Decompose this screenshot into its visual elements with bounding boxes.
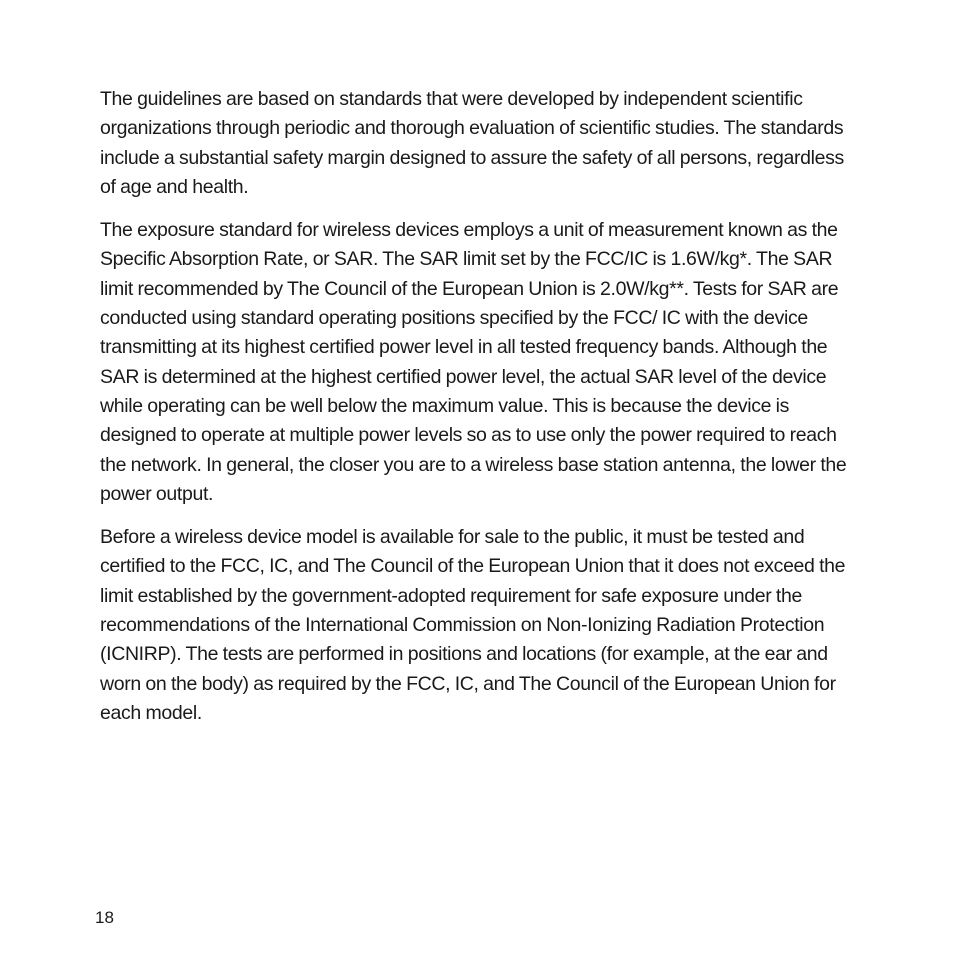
page-number: 18 (95, 908, 114, 927)
paragraph-exposure-standard: The exposure standard for wireless devices employs a unit of measurement known as the Specific Absorption Rate, or SAR. The SAR limit set by the FCC/IC is 1.6W/kg*. The SAR limit recommended by The Council of the European Union is 2.0W/kg**. Tests for SAR are conducted using standard operating positions specified by the FCC/ IC with the device transmitting at its highest certified power level in all tested frequency bands. Although the SAR is determined at the highest certified power level, the actual SAR level of the device while operating can be well below the maximum value. This is because the device is designed to operate at multiple power levels so as to use only the power required to reach the network. In general, the closer you are to a wireless base station antenna, the lower the power output. (100, 219, 847, 505)
paragraph-certification: Before a wireless device model is available for sale to the public, it must be tested and certified to the FCC, IC, and The Council of the European Union that it does not exceed the limit established by the government-adopted requirement for safe exposure under the recommendations of the International Commission on Non-Ionizing Radiation Protection (ICNIRP). The tests are performed in positions and locations (for example, at the ear and worn on the body) as required by the FCC, IC, and The Council of the European Union for each model. (100, 526, 846, 724)
paragraph-guidelines: The guidelines are based on standards that were developed by independent scientific organizations through periodic and thorough evaluation of scientific studies. The standards include a substantial safety margin designed to assure the safety of all persons, regardless of age and health. (100, 88, 844, 198)
body-text (100, 85, 862, 742)
